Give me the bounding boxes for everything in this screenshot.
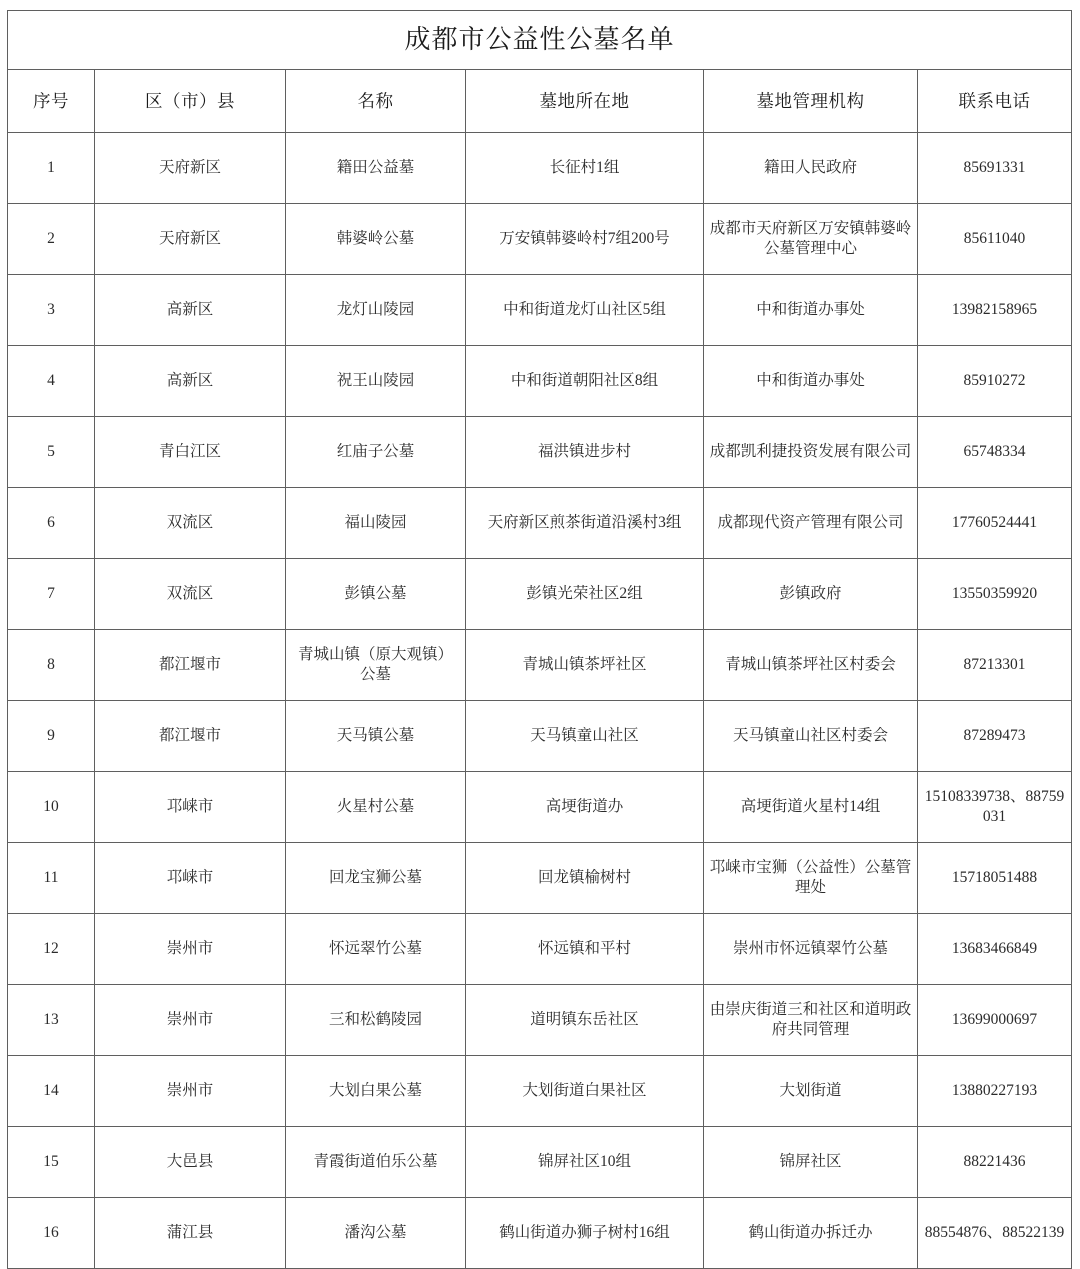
table-row: [8, 1056, 1072, 1127]
cell-district: 高新区: [95, 346, 286, 417]
cell-district: 高新区: [95, 275, 286, 346]
column-header-name: 名称: [286, 70, 466, 133]
cell-manager: 成都市天府新区万安镇韩婆岭公墓管理中心: [704, 204, 918, 275]
cell-location: 青城山镇茶坪社区: [466, 630, 704, 701]
cell-manager: 成都凯利捷投资发展有限公司: [704, 417, 918, 488]
cell-district: 青白江区: [95, 417, 286, 488]
table-row: [8, 204, 1072, 275]
cell-location: 大划街道白果社区: [466, 1056, 704, 1127]
table-header-row: [8, 70, 1072, 133]
cell-index: 3: [8, 275, 95, 346]
cell-location: 道明镇东岳社区: [466, 985, 704, 1056]
cell-index: 10: [8, 772, 95, 843]
cell-district: 崇州市: [95, 1056, 286, 1127]
cell-name: 三和松鹤陵园: [286, 985, 466, 1056]
cell-location: 回龙镇榆树村: [466, 843, 704, 914]
table-row: [8, 843, 1072, 914]
cell-district: 邛崃市: [95, 843, 286, 914]
cell-phone: 87289473: [918, 701, 1072, 772]
cell-index: 14: [8, 1056, 95, 1127]
cell-district: 双流区: [95, 559, 286, 630]
cell-manager: 鹤山街道办拆迁办: [704, 1198, 918, 1269]
cell-phone: 88554876、88522139: [918, 1198, 1072, 1269]
cell-index: 12: [8, 914, 95, 985]
cell-manager: 彭镇政府: [704, 559, 918, 630]
table-row: [8, 488, 1072, 559]
cell-phone: 65748334: [918, 417, 1072, 488]
cell-district: 都江堰市: [95, 701, 286, 772]
table-row: [8, 346, 1072, 417]
cell-location: 天马镇童山社区: [466, 701, 704, 772]
cell-name: 龙灯山陵园: [286, 275, 466, 346]
cell-index: 8: [8, 630, 95, 701]
table-row: [8, 1198, 1072, 1269]
cell-index: 4: [8, 346, 95, 417]
cell-manager: 中和街道办事处: [704, 275, 918, 346]
cell-location: 高埂街道办: [466, 772, 704, 843]
cell-manager: 崇州市怀远镇翠竹公墓: [704, 914, 918, 985]
cell-manager: 锦屏社区: [704, 1127, 918, 1198]
cell-name: 怀远翠竹公墓: [286, 914, 466, 985]
cell-index: 11: [8, 843, 95, 914]
cell-index: 6: [8, 488, 95, 559]
table-row: [8, 133, 1072, 204]
cell-name: 彭镇公墓: [286, 559, 466, 630]
table-row: [8, 417, 1072, 488]
cell-phone: 13982158965: [918, 275, 1072, 346]
column-header-location: 墓地所在地: [466, 70, 704, 133]
column-header-phone: 联系电话: [918, 70, 1072, 133]
cell-manager: 邛崃市宝狮（公益性）公墓管理处: [704, 843, 918, 914]
table-body: [8, 11, 1072, 1269]
title-row: [8, 11, 1072, 70]
cell-index: 5: [8, 417, 95, 488]
cell-district: 双流区: [95, 488, 286, 559]
table-row: [8, 772, 1072, 843]
cemetery-list-table: [7, 10, 1072, 1269]
cell-manager: 大划街道: [704, 1056, 918, 1127]
cell-district: 天府新区: [95, 204, 286, 275]
cell-district: 崇州市: [95, 985, 286, 1056]
column-header-district: 区（市）县: [95, 70, 286, 133]
table-row: [8, 701, 1072, 772]
cell-name: 祝王山陵园: [286, 346, 466, 417]
cell-index: 2: [8, 204, 95, 275]
cell-index: 16: [8, 1198, 95, 1269]
cell-name: 红庙子公墓: [286, 417, 466, 488]
cell-location: 万安镇韩婆岭村7组200号: [466, 204, 704, 275]
cemetery-list-sheet: [7, 10, 1071, 1269]
cell-location: 彭镇光荣社区2组: [466, 559, 704, 630]
cell-phone: 15108339738、88759031: [918, 772, 1072, 843]
cell-district: 邛崃市: [95, 772, 286, 843]
cell-manager: 青城山镇茶坪社区村委会: [704, 630, 918, 701]
cell-name: 火星村公墓: [286, 772, 466, 843]
cell-manager: 天马镇童山社区村委会: [704, 701, 918, 772]
cell-index: 7: [8, 559, 95, 630]
cell-index: 9: [8, 701, 95, 772]
cell-phone: 88221436: [918, 1127, 1072, 1198]
cell-name: 籍田公益墓: [286, 133, 466, 204]
cell-phone: 13699000697: [918, 985, 1072, 1056]
cell-phone: 85611040: [918, 204, 1072, 275]
cell-manager: 成都现代资产管理有限公司: [704, 488, 918, 559]
cell-location: 中和街道朝阳社区8组: [466, 346, 704, 417]
cell-district: 都江堰市: [95, 630, 286, 701]
cell-location: 福洪镇进步村: [466, 417, 704, 488]
cell-phone: 15718051488: [918, 843, 1072, 914]
cell-location: 怀远镇和平村: [466, 914, 704, 985]
column-header-manager: 墓地管理机构: [704, 70, 918, 133]
cell-phone: 87213301: [918, 630, 1072, 701]
table-row: [8, 985, 1072, 1056]
cell-phone: 17760524441: [918, 488, 1072, 559]
cell-phone: 13683466849: [918, 914, 1072, 985]
cell-phone: 85691331: [918, 133, 1072, 204]
cell-phone: 85910272: [918, 346, 1072, 417]
cell-phone: 13550359920: [918, 559, 1072, 630]
table-row: [8, 1127, 1072, 1198]
cell-name: 福山陵园: [286, 488, 466, 559]
table-row: [8, 914, 1072, 985]
cell-district: 天府新区: [95, 133, 286, 204]
cell-district: 蒲江县: [95, 1198, 286, 1269]
cell-location: 中和街道龙灯山社区5组: [466, 275, 704, 346]
cell-index: 13: [8, 985, 95, 1056]
cell-name: 韩婆岭公墓: [286, 204, 466, 275]
cell-location: 鹤山街道办狮子树村16组: [466, 1198, 704, 1269]
table-row: [8, 275, 1072, 346]
cell-location: 长征村1组: [466, 133, 704, 204]
cell-name: 天马镇公墓: [286, 701, 466, 772]
column-header-index: 序号: [8, 70, 95, 133]
cell-manager: 中和街道办事处: [704, 346, 918, 417]
cell-name: 青霞街道伯乐公墓: [286, 1127, 466, 1198]
page-title: 成都市公益性公墓名单: [8, 11, 1072, 70]
cell-index: 1: [8, 133, 95, 204]
cell-district: 大邑县: [95, 1127, 286, 1198]
table-row: [8, 559, 1072, 630]
cell-name: 大划白果公墓: [286, 1056, 466, 1127]
cell-location: 锦屏社区10组: [466, 1127, 704, 1198]
cell-name: 青城山镇（原大观镇）公墓: [286, 630, 466, 701]
table-row: [8, 630, 1072, 701]
cell-manager: 由崇庆街道三和社区和道明政府共同管理: [704, 985, 918, 1056]
cell-index: 15: [8, 1127, 95, 1198]
cell-manager: 籍田人民政府: [704, 133, 918, 204]
cell-manager: 高埂街道火星村14组: [704, 772, 918, 843]
cell-district: 崇州市: [95, 914, 286, 985]
cell-name: 潘沟公墓: [286, 1198, 466, 1269]
cell-location: 天府新区煎茶街道沿溪村3组: [466, 488, 704, 559]
cell-name: 回龙宝狮公墓: [286, 843, 466, 914]
cell-phone: 13880227193: [918, 1056, 1072, 1127]
